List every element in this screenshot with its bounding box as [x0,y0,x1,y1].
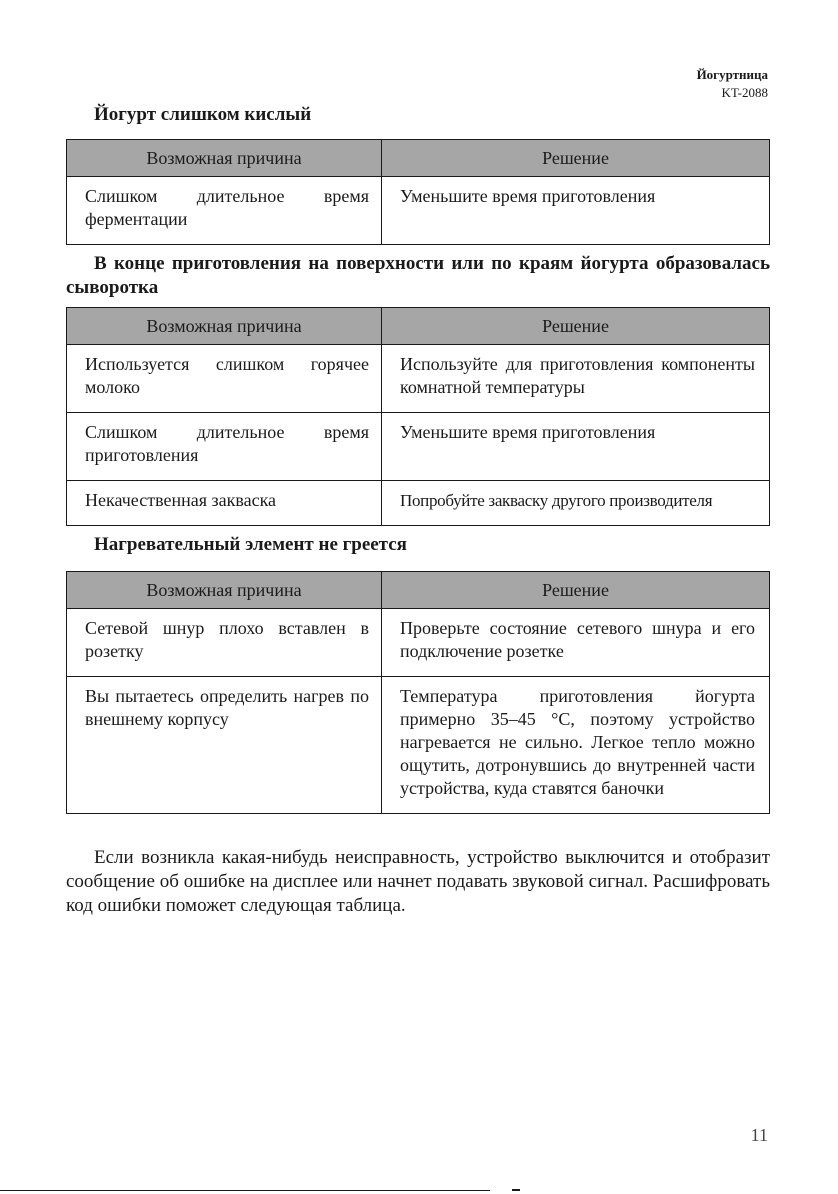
table-header-row [67,140,770,177]
footer-rule [0,1190,490,1191]
column-header-cause: Возможная причина [67,140,382,177]
column-header-solution: Решение [382,140,770,177]
table-row [67,609,770,677]
solution-cell: Попробуйте закваску другого производителя [382,481,770,526]
troubleshooting-table [66,139,770,245]
column-header-solution: Решение [382,308,770,345]
solution-cell: Температура приготовления йогурта примерно 35–45 °C, поэтому устройство нагревается не сильно. Легкое тепло можно ощутить, дотронувшись до внутренней части устройства, куда ставятся баночки [382,677,770,814]
section-title: Йогурт слишком кислый [94,104,312,125]
solution-cell: Используйте для приготовления компоненты комнатной температуры [382,345,770,413]
body-paragraph: Если возникла какая-нибудь неисправность, устройство выключится и отобразит сообщение об ошибке на дисплее или начнет подавать звуковой сигнал. Расшифровать код ошибки поможет следующая таблица. [66,847,770,916]
section-title: Нагревательный элемент не греется [94,534,407,555]
troubleshooting-table [66,571,770,814]
cause-cell: Используется слишком горячее молоко [67,345,382,413]
page-number: 11 [750,1125,768,1145]
solution-cell: Уменьшите время приготовления [382,413,770,481]
table-row [67,177,770,245]
column-header-cause: Возможная причина [67,308,382,345]
troubleshooting-table [66,307,770,526]
column-header-cause: Возможная причина [67,572,382,609]
table-row [67,413,770,481]
table-header-row [67,308,770,345]
cause-cell: Слишком длительное время ферментации [67,177,382,245]
table-row [67,677,770,814]
cause-cell: Слишком длительное время приготовления [67,413,382,481]
product-name: Йогуртница [696,67,768,82]
footer-tick [512,1189,520,1191]
model-number: KT-2088 [721,85,768,100]
table-row [67,481,770,526]
cause-cell: Вы пытаетесь определить нагрев по внешнему корпусу [67,677,382,814]
solution-cell: Уменьшите время приготовления [382,177,770,245]
cause-cell: Сетевой шнур плохо вставлен в розетку [67,609,382,677]
section-title: В конце приготовления на поверхности или по краям йогурта образовалась сыворотка [66,253,770,298]
solution-cell: Проверьте состояние сетевого шнура и его подключение розетке [382,609,770,677]
cause-cell: Некачественная закваска [67,481,382,526]
column-header-solution: Решение [382,572,770,609]
page-header [697,66,768,102]
table-row [67,345,770,413]
table-header-row [67,572,770,609]
